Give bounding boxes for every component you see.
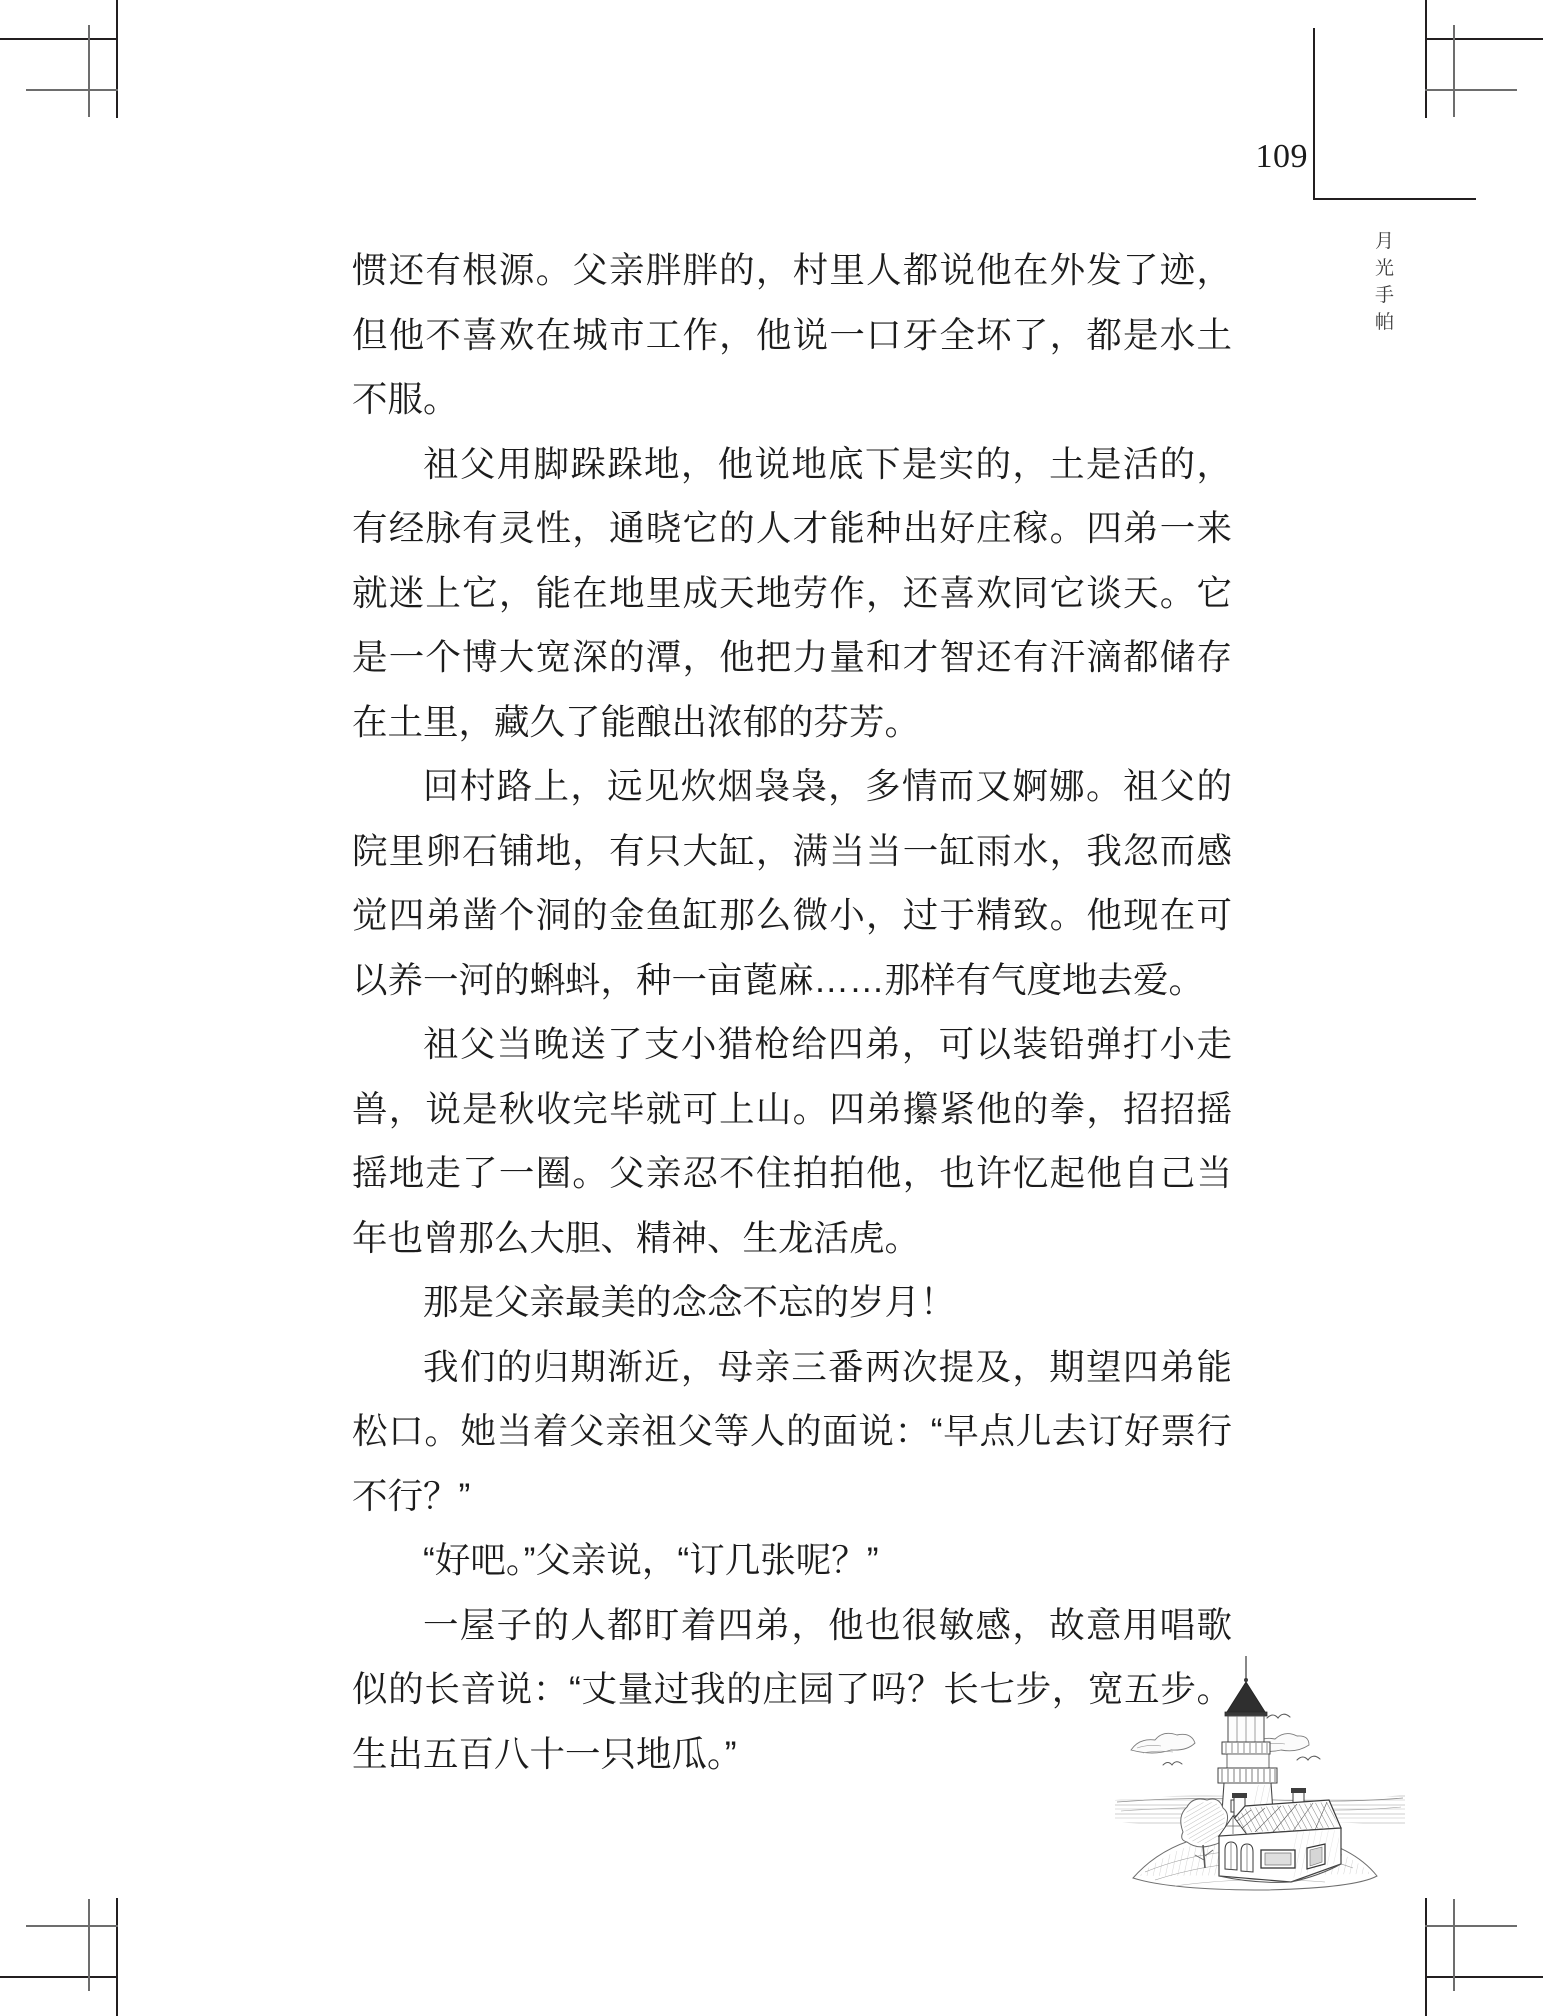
paragraph-1: 惯还有根源。父亲胖胖的，村里人都说他在外发了迹，但他不喜欢在城市工作，他说一口牙全坏了，都是水土不服。 bbox=[352, 250, 1232, 419]
crop-mark-bottom-left-horizontal-inner bbox=[26, 1925, 118, 1927]
crop-mark-bottom-right-vertical-inner bbox=[1453, 1899, 1455, 1991]
running-title-char-1: 月 bbox=[1374, 231, 1395, 252]
crop-mark-top-right-horizontal-inner bbox=[1425, 89, 1517, 91]
seagull-icon-3 bbox=[1163, 1762, 1182, 1765]
body-text bbox=[352, 238, 1232, 1786]
paragraph-6: 我们的归期渐近，母亲三番两次提及，期望四弟能松口。她当着父亲祖父等人的面说：“早点儿去订好票行不行？” bbox=[352, 1346, 1232, 1516]
crop-mark-bottom-left-vertical-inner bbox=[88, 1899, 90, 1991]
paragraph-2: 祖父用脚跺跺地，他说地底下是实的，土是活的，有经脉有灵性，通晓它的人才能种出好庄稼。四弟一来就迷上它，能在地里成天地劳作，还喜欢同它谈天。它是一个博大宽深的潭，他把力量和才智还有汗滴都储存在土里，藏久了能酿出浓郁的芬芳。 bbox=[352, 443, 1232, 742]
lighthouse-illustration bbox=[1115, 1650, 1405, 1900]
running-title-char-3: 手 bbox=[1374, 285, 1395, 306]
crop-mark-bottom-left-vertical bbox=[116, 1898, 118, 2016]
paragraph-7: “好吧。”父亲说，“订几张呢？” bbox=[423, 1540, 879, 1580]
crop-mark-top-left-vertical bbox=[116, 0, 118, 118]
cloud-icon-left bbox=[1131, 1733, 1195, 1753]
crop-mark-top-left-vertical-inner bbox=[88, 25, 90, 117]
seagull-icon-2 bbox=[1297, 1756, 1320, 1760]
crop-mark-top-right-vertical-inner bbox=[1453, 25, 1455, 117]
crop-mark-bottom-right-horizontal bbox=[1425, 1976, 1543, 1978]
running-title bbox=[1368, 228, 1402, 336]
running-title-char-4: 帕 bbox=[1374, 312, 1395, 333]
crop-mark-top-left-horizontal bbox=[0, 38, 118, 40]
paragraph-8: 一屋子的人都盯着四弟，他也很敏感，故意用唱歌似的长音说：“丈量过我的庄园了吗？长七步，宽五步。生出五百八十一只地瓜。” bbox=[352, 1604, 1232, 1774]
page-number: 109 bbox=[1255, 138, 1308, 175]
crop-mark-top-right-vertical bbox=[1425, 0, 1427, 118]
crop-mark-bottom-left-horizontal bbox=[0, 1976, 118, 1978]
seagull-icon-1 bbox=[1267, 1714, 1290, 1718]
crop-mark-top-left-horizontal-inner bbox=[26, 89, 118, 91]
crop-mark-top-right-horizontal bbox=[1425, 38, 1543, 40]
folio-rule-horizontal bbox=[1313, 198, 1476, 200]
paragraph-5: 那是父亲最美的念念不忘的岁月！ bbox=[423, 1282, 956, 1322]
running-title-char-2: 光 bbox=[1374, 258, 1395, 279]
paragraph-4: 祖父当晚送了支小猎枪给四弟，可以装铅弹打小走兽，说是秋收完毕就可上山。四弟攥紧他的拳，招招摇摇地走了一圈。父亲忍不住拍拍他，也许忆起他自己当年也曾那么大胆、精神、生龙活虎。 bbox=[352, 1024, 1232, 1258]
paragraph-3: 回村路上，远见炊烟袅袅，多情而又婀娜。祖父的院里卵石铺地，有只大缸，满当当一缸雨水，我忽而感觉四弟凿个洞的金鱼缸那么微小，过于精致。他现在可以养一河的蝌蚪，种一亩蓖麻……那样有气度地去爱。 bbox=[352, 766, 1232, 1000]
folio-rule-vertical bbox=[1313, 28, 1315, 200]
crop-mark-bottom-right-horizontal-inner bbox=[1425, 1925, 1517, 1927]
crop-mark-bottom-right-vertical bbox=[1425, 1898, 1427, 2016]
